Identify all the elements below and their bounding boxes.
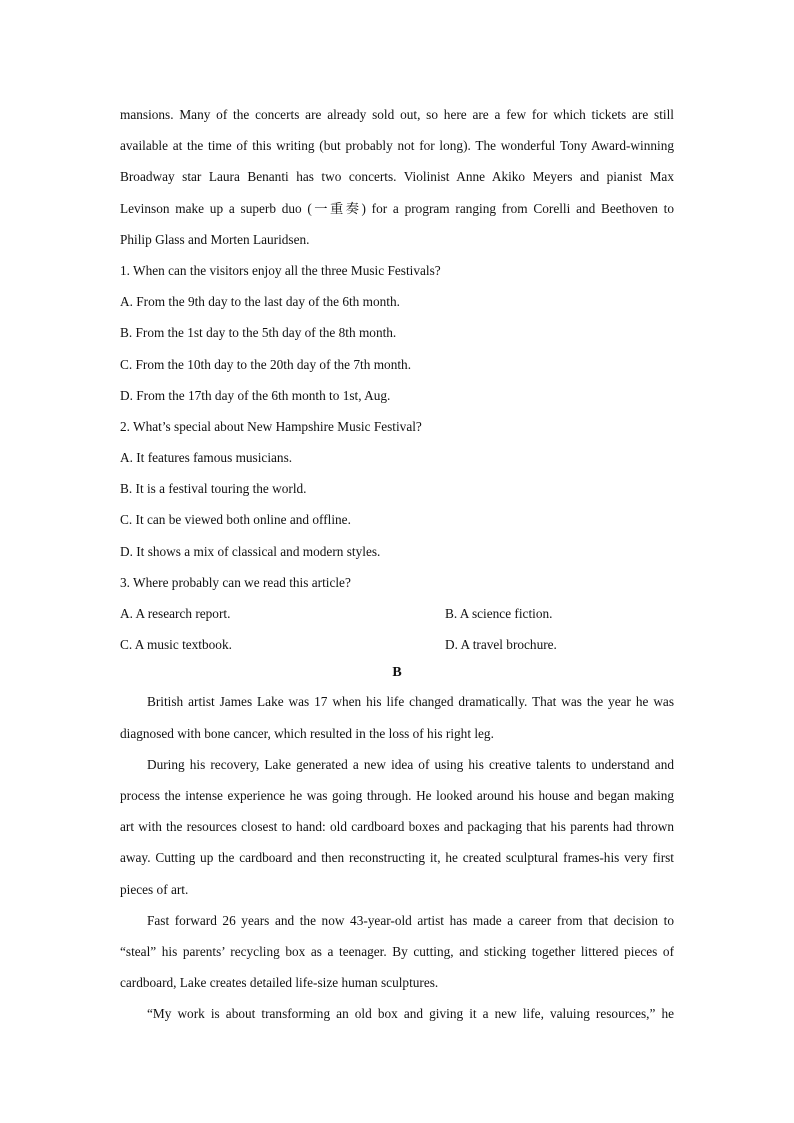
question-1 xyxy=(120,255,674,411)
option-c: C. A music textbook. xyxy=(120,637,232,653)
option-b: B. From the 1st day to the 5th day of the 8th month. xyxy=(120,325,397,341)
section-title: B xyxy=(392,665,402,681)
question-2 xyxy=(120,411,674,567)
section-b-paragraph-2 xyxy=(120,749,674,905)
passage-a-paragraph xyxy=(120,99,674,255)
option-a: A. A research report. xyxy=(120,606,231,621)
text-line: diagnosed with bone cancer, which resulted in the loss of his right leg. xyxy=(120,725,494,741)
option-d: D. It shows a mix of classical and modern styles. xyxy=(120,543,381,559)
option-c: C. From the 10th day to the 20th day of the 7th month. xyxy=(120,356,412,372)
text-line: Philip Glass and Morten Lauridsen. xyxy=(120,231,310,247)
options-row xyxy=(120,629,674,660)
text-line: Fast forward 26 years and the now 43-year-old artist has made a career from that decision to xyxy=(147,912,674,928)
text-line: art with the resources closest to hand: old cardboard boxes and packaging that his parents had thrown xyxy=(120,819,674,835)
text-line: Broadway star Laura Benanti has two concerts. Violinist Anne Akiko Meyers and pianist Max xyxy=(120,169,674,185)
text-line: pieces of art. xyxy=(120,881,189,897)
text-line: “steal” his parents’ recycling box as a teenager. By cutting, and sticking together littered pieces of xyxy=(120,943,674,959)
question-stem: 1. When can the visitors enjoy all the three Music Festivals? xyxy=(120,262,441,278)
text-line: cardboard, Lake creates detailed life-size human sculptures. xyxy=(120,975,439,991)
option-a: A. From the 9th day to the last day of the 6th month. xyxy=(120,294,400,310)
options-row xyxy=(120,598,674,629)
question-stem: 3. Where probably can we read this article? xyxy=(120,574,351,590)
document-page xyxy=(120,99,674,1029)
section-b-paragraph-1 xyxy=(120,686,674,748)
option-b: B. It is a festival touring the world. xyxy=(120,481,307,497)
option-d: D. From the 17th day of the 6th month to 1st, Aug. xyxy=(120,387,391,403)
option-a: A. It features famous musicians. xyxy=(120,450,293,466)
option-b: B. A science fiction. xyxy=(445,606,553,621)
question-3 xyxy=(120,567,674,661)
text-line: process the intense experience he was going through. He looked around his house and began making xyxy=(120,787,674,803)
text-line: away. Cutting up the cardboard and then reconstructing it, he created sculptural frames-his very first xyxy=(120,850,674,866)
section-b-paragraph-4 xyxy=(120,998,674,1029)
text-line: During his recovery, Lake generated a new idea of using his creative talents to understand and xyxy=(147,756,674,772)
option-d: D. A travel brochure. xyxy=(445,637,557,653)
text-line: British artist James Lake was 17 when his life changed dramatically. That was the year he was xyxy=(147,694,674,710)
text-line: mansions. Many of the concerts are already sold out, so here are a few for which tickets are still xyxy=(120,107,674,122)
text-line: “My work is about transforming an old box and giving it a new life, valuing resources,” he xyxy=(147,1006,674,1022)
question-stem: 2. What’s special about New Hampshire Music Festival? xyxy=(120,418,422,434)
text-line: Levinson make up a superb duo (一重奏) for a program ranging from Corelli and Beethoven to xyxy=(120,200,674,216)
section-b-paragraph-3 xyxy=(120,905,674,999)
text-line: available at the time of this writing (but probably not for long). The wonderful Tony Award-winning xyxy=(120,138,674,154)
option-c: C. It can be viewed both online and offline. xyxy=(120,512,351,528)
